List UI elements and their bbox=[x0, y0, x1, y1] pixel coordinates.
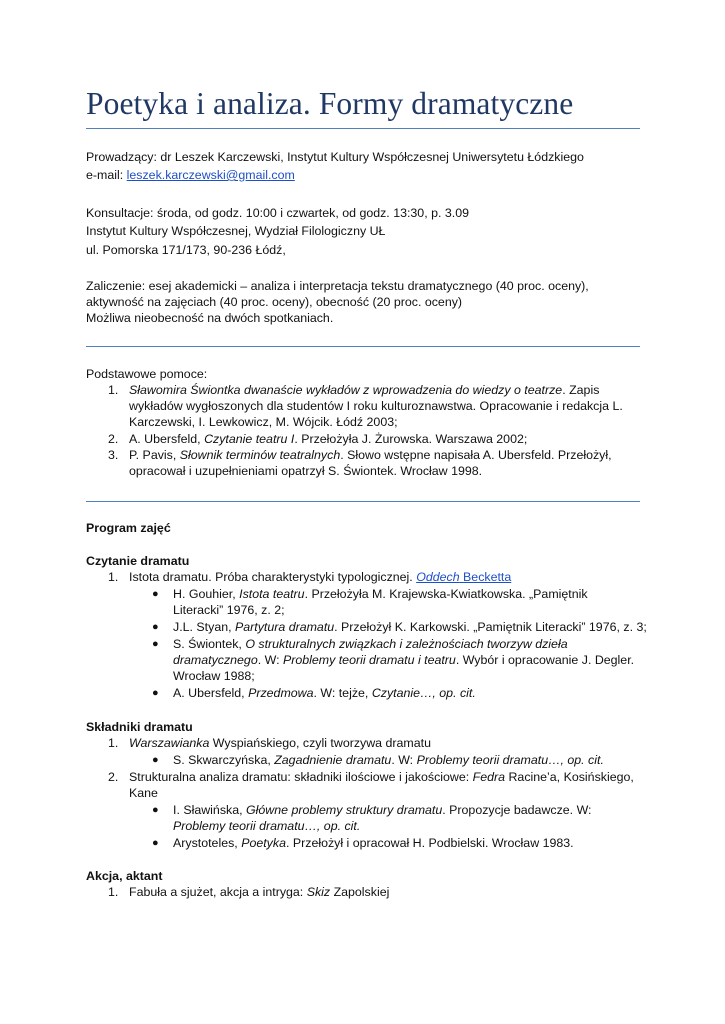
bibliography-item: I. Sławińska, Główne problemy struktury dramatu. Propozycje badawcze. W: bbox=[173, 803, 592, 817]
program-item-essence: Istota dramatu. Próba charakterystyki typologicznej. Oddech Becketta bbox=[129, 570, 512, 584]
bibliography-item: S. Skwarczyńska, Zagadnienie dramatu. W: Problemy teorii dramatu…, op. cit. bbox=[173, 753, 604, 767]
title-rule bbox=[86, 128, 640, 129]
bullet-icon: ● bbox=[152, 837, 159, 849]
consultation-line-1: Konsultacje: środa, od godz. 10:00 i czwartek, od godz. 13:30, p. 3.09 bbox=[86, 206, 469, 220]
instructor-line: Prowadzący: dr Leszek Karczewski, Instytut Kultury Współczesnej Uniwersytetu Łódzkiego bbox=[86, 150, 584, 164]
list-number: 1. bbox=[108, 736, 119, 750]
bibliography-item-line-3: Wrocław 1988; bbox=[173, 669, 255, 683]
email-link[interactable]: leszek.karczewski@gmail.com bbox=[126, 168, 295, 182]
oddech-link[interactable]: Oddech Becketta bbox=[416, 570, 512, 584]
list-number: 3. bbox=[108, 448, 119, 462]
list-number: 1. bbox=[108, 570, 119, 584]
section-heading-action: Akcja, aktant bbox=[86, 869, 163, 883]
bibliography-item-line-2: Problemy teorii dramatu…, op. cit. bbox=[173, 819, 361, 833]
bibliography-item: A. Ubersfeld, Przedmowa. W: tejże, Czytanie…, op. cit. bbox=[173, 686, 476, 700]
bibliography-item-line-2: dramatycznego. W: Problemy teorii dramatu i teatru. Wybór i opracowanie J. Degler. bbox=[173, 653, 635, 667]
list-number: 2. bbox=[108, 770, 119, 784]
program-item-warszawianka: Warszawianka Wyspiańskiego, czyli tworzywa dramatu bbox=[129, 736, 431, 750]
credit-line-1: Zaliczenie: esej akademicki – analiza i interpretacja tekstu dramatycznego (40 proc. oceny), bbox=[86, 279, 589, 293]
section-heading-reading: Czytanie dramatu bbox=[86, 554, 190, 568]
program-item-plot: Fabuła a sjużet, akcja a intryga: Skiz Zapolskiej bbox=[129, 885, 390, 899]
program-item-structural: Strukturalna analiza dramatu: składniki ilościowe i jakościowe: Fedra Racine’a, Kosińskiego, bbox=[129, 770, 634, 784]
consultation-line-3: ul. Pomorska 171/173, 90-236 Łódź, bbox=[86, 243, 286, 257]
section-rule-2 bbox=[86, 501, 640, 502]
bullet-icon: ● bbox=[152, 754, 159, 766]
basics-item-1-line-2: wykładów wygłoszonych dla studentów I roku kulturoznawstwa. Opracowanie i redakcja L. bbox=[129, 399, 623, 413]
bullet-icon: ● bbox=[152, 687, 159, 699]
bullet-icon: ● bbox=[152, 804, 159, 816]
consultation-line-2: Instytut Kultury Współczesnej, Wydział Filologiczny UŁ bbox=[86, 224, 386, 238]
list-number: 2. bbox=[108, 432, 119, 446]
basics-item-3-line-2: opracował i uzupełnieniami opatrzył S. Świontek. Wrocław 1998. bbox=[129, 464, 483, 478]
email-line: e-mail: leszek.karczewski@gmail.com bbox=[86, 168, 295, 182]
bullet-icon: ● bbox=[152, 588, 159, 600]
page-title: Poetyka i analiza. Formy dramatyczne bbox=[86, 86, 574, 121]
bibliography-item-line-2: Literacki” 1976, z. 2; bbox=[173, 603, 285, 617]
basics-item-3: P. Pavis, Słownik terminów teatralnych. Słowo wstępne napisała A. Ubersfeld. Przełożył, bbox=[129, 448, 612, 462]
list-number: 1. bbox=[108, 383, 119, 397]
list-number: 1. bbox=[108, 885, 119, 899]
program-item-structural-line-2: Kane bbox=[129, 786, 158, 800]
section-heading-components: Składniki dramatu bbox=[86, 720, 193, 734]
bibliography-item: H. Gouhier, Istota teatru. Przełożyła M. Krajewska-Kwiatkowska. „Pamiętnik bbox=[173, 587, 588, 601]
basics-heading: Podstawowe pomoce: bbox=[86, 367, 208, 381]
credit-line-3: Możliwa nieobecność na dwóch spotkaniach. bbox=[86, 311, 334, 325]
section-rule-1 bbox=[86, 346, 640, 347]
bullet-icon: ● bbox=[152, 621, 159, 633]
basics-item-1-line-3: Karczewski, I. Lewkowicz, M. Wójcik. Łódź 2003; bbox=[129, 415, 398, 429]
bibliography-item: Arystoteles, Poetyka. Przełożył i opracował H. Podbielski. Wrocław 1983. bbox=[173, 836, 574, 850]
bibliography-item: S. Świontek, O strukturalnych związkach i zależnościach tworzyw dzieła bbox=[173, 637, 568, 651]
basics-item-1: Sławomira Świontka dwanaście wykładów z wprowadzenia do wiedzy o teatrze. Zapis bbox=[129, 383, 600, 397]
program-heading: Program zajęć bbox=[86, 521, 171, 535]
bibliography-item: J.L. Styan, Partytura dramatu. Przełożył K. Karkowski. „Pamiętnik Literacki” 1976, z. 3; bbox=[173, 620, 647, 634]
credit-line-2: aktywność na zajęciach (40 proc. oceny), obecność (20 proc. oceny) bbox=[86, 295, 463, 309]
bullet-icon: ● bbox=[152, 638, 159, 650]
basics-item-2: A. Ubersfeld, Czytanie teatru I. Przełożyła J. Żurowska. Warszawa 2002; bbox=[129, 432, 528, 446]
